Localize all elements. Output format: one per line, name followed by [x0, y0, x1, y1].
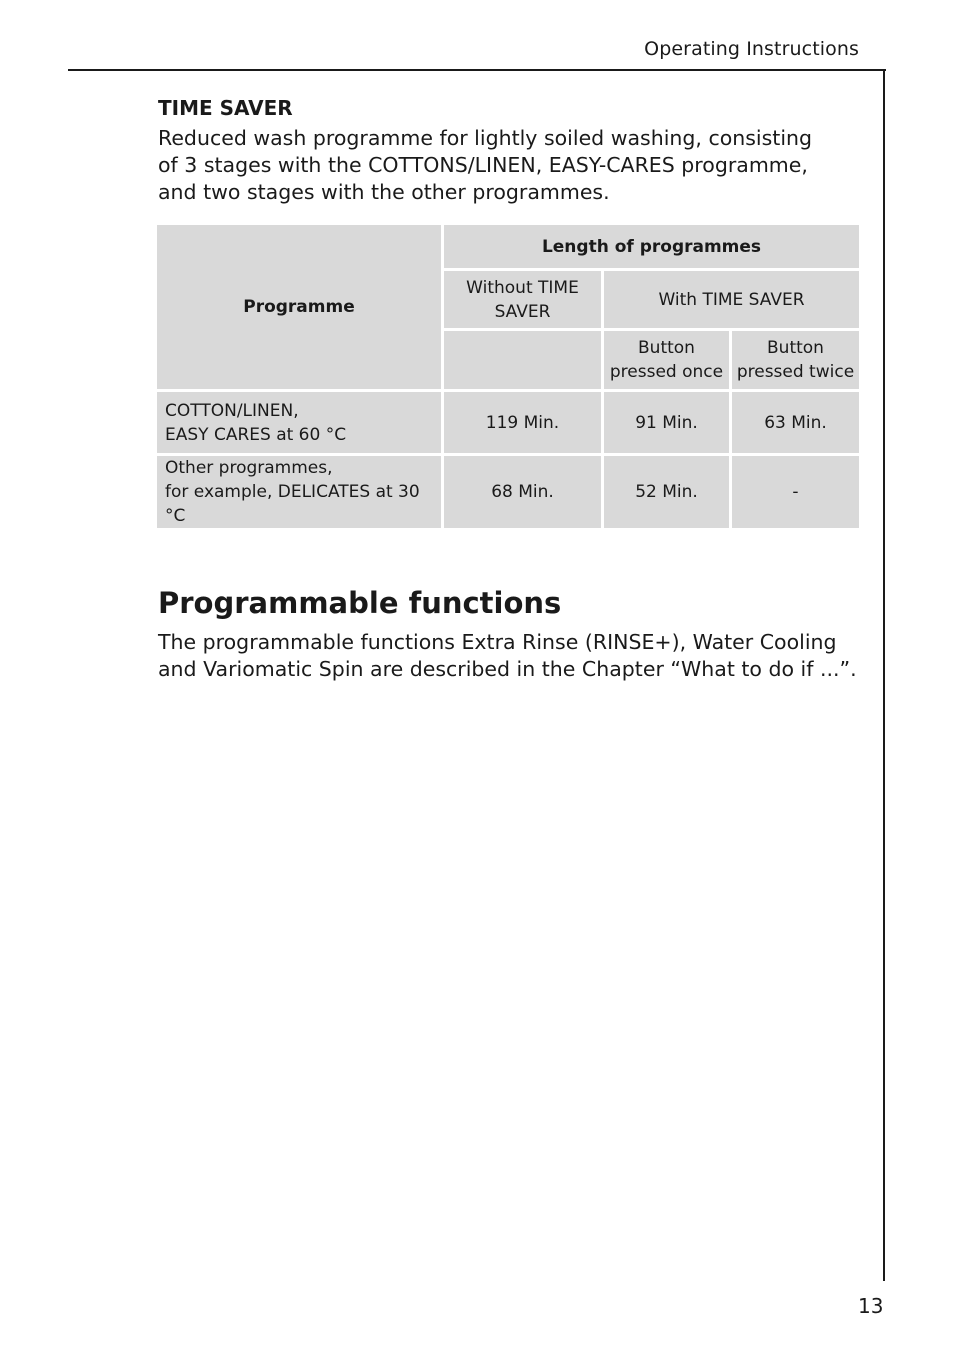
programme-line: COTTON/LINEN,	[165, 400, 299, 421]
page-number: 13	[858, 1294, 884, 1318]
once-value-cell: 52 Min.	[604, 456, 729, 528]
programme-line: for example, DELICATES at 30 °C	[165, 482, 420, 526]
programmable-functions-heading: Programmable functions	[158, 586, 562, 620]
programme-line: EASY CARES at 60 °C	[165, 424, 347, 445]
programme-cell	[157, 456, 441, 528]
once-value-cell: 91 Min.	[604, 392, 729, 453]
with-time-saver-header: With TIME SAVER	[604, 271, 859, 328]
empty-header-cell	[444, 331, 601, 389]
without-value-cell: 68 Min.	[444, 456, 601, 528]
twice-value-cell: 63 Min.	[732, 392, 859, 453]
without-value-cell: 119 Min.	[444, 392, 601, 453]
table-row	[157, 392, 859, 453]
button-pressed-twice-header: Button pressed twice	[732, 331, 859, 389]
side-rule	[883, 69, 885, 1281]
time-saver-description: Reduced wash programme for lightly soiled washing, consisting of 3 stages with the COTTONS/LINEN, EASY-CARES programme, and two stages with the other programmes.	[158, 126, 813, 204]
running-header: Operating Instructions	[644, 38, 859, 60]
header-rule	[68, 69, 886, 71]
twice-value-cell: -	[732, 456, 859, 528]
time-saver-title: TIME SAVER	[158, 96, 293, 120]
programme-length-table	[154, 222, 862, 531]
programmable-functions-text: The programmable functions Extra Rinse (RINSE+), Water Cooling and Variomatic Spin are described in the Chapter “What to do if ...”.	[158, 630, 857, 681]
length-of-programmes-header: Length of programmes	[444, 225, 859, 268]
programme-header: Programme	[157, 225, 441, 389]
button-pressed-once-header: Button pressed once	[604, 331, 729, 389]
programme-line: Other programmes,	[165, 458, 333, 478]
without-time-saver-header: Without TIME SAVER	[444, 271, 601, 328]
table-row	[157, 456, 859, 528]
programme-cell	[157, 392, 441, 453]
